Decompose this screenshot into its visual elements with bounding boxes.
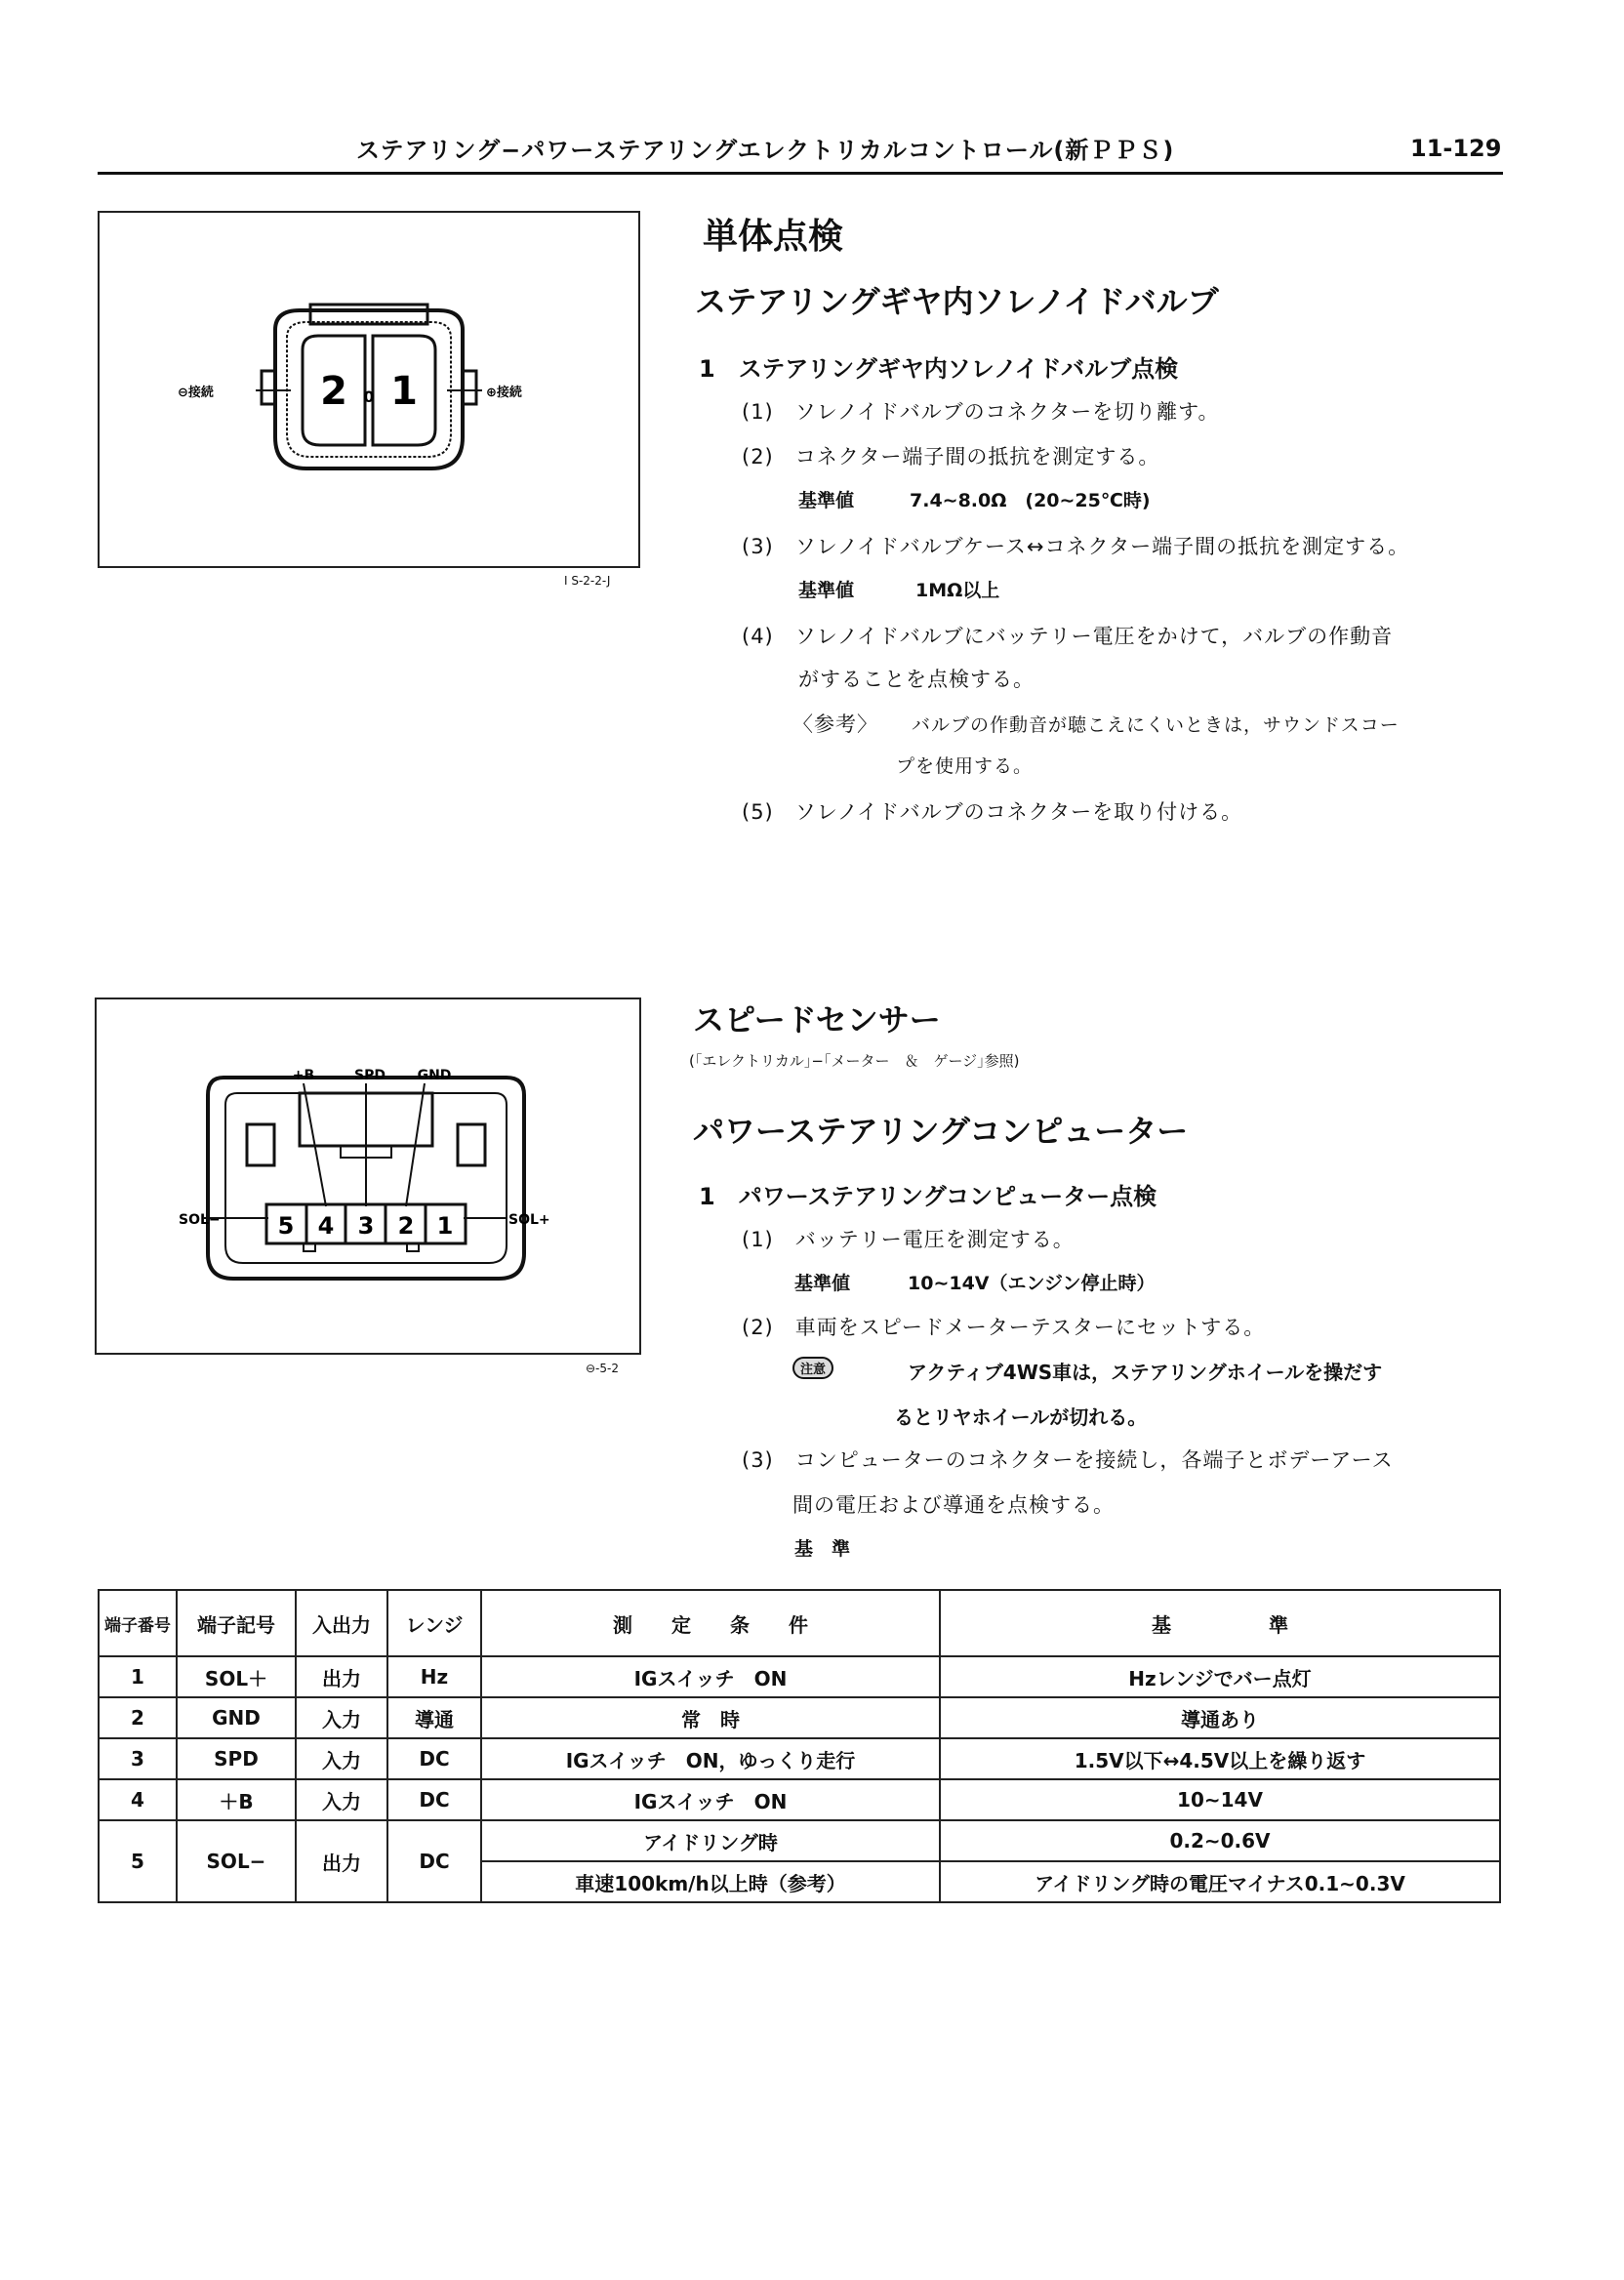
computer-item-1: (1) バッテリー電圧を測定する。 (742, 1228, 1075, 1251)
page-number: 11-129 (1410, 135, 1502, 162)
cell-io: 出力 (296, 1656, 387, 1697)
section-title-ps-computer: パワーステアリングコンピューター (693, 1113, 1189, 1150)
positive-terminal-label: ⊕接続 (486, 386, 522, 400)
terminal-check-table (98, 1589, 1501, 1903)
step-title-solenoid-check: 1 ステアリングギヤ内ソレノイドバルブ点検 (699, 355, 1179, 383)
cell-no: 1 (99, 1656, 177, 1697)
cell-range: 導通 (387, 1697, 481, 1738)
caution-badge-text: 注意 (792, 1357, 833, 1379)
pin-1-label: 1 (390, 369, 418, 414)
solenoid-item-4: (4) ソレノイドバルブにバッテリー電圧をかけて，バルブの作動音 (742, 625, 1394, 648)
figure-computer-connector (95, 998, 641, 1355)
section-title-unit-inspection: 単体点検 (703, 217, 844, 257)
table-row (99, 1697, 1500, 1738)
label-sol-plus: SOL+ (508, 1212, 550, 1228)
solenoid-item-5: (5) ソレノイドバルブのコネクターを取り付ける。 (742, 800, 1243, 824)
cell-std: アイドリング時の電圧マイナス0.1∼0.3V (940, 1861, 1500, 1902)
pin-2-label: 2 (397, 1212, 415, 1240)
cell-std: 導通あり (940, 1697, 1500, 1738)
cell-io: 入力 (296, 1779, 387, 1820)
subsection-title-solenoid: ステアリングギヤ内ソレノイドバルブ (695, 283, 1219, 320)
solenoid-connector-diagram (100, 213, 638, 566)
cell-no: 2 (99, 1697, 177, 1738)
figure-solenoid-connector (98, 211, 640, 568)
cell-sym: GND (177, 1697, 296, 1738)
cell-cond: IGスイッチ ON，ゆっくり走行 (481, 1738, 940, 1779)
reference-line-2: プを使用する。 (896, 755, 1034, 777)
reference-label: 〈参考〉 (792, 712, 878, 736)
negative-terminal-label: ⊖接続 (178, 386, 214, 400)
header-terminal-symbol: 端子記号 (177, 1590, 296, 1656)
header-condition: 測 定 条 件 (481, 1590, 940, 1656)
std-value-item2: 7.4∼8.0Ω (20∼25℃時) (910, 490, 1151, 511)
caution-badge (792, 1357, 833, 1379)
label-gnd: GND (417, 1068, 452, 1083)
std-label-item2: 基準値 (798, 490, 855, 511)
page-header-title: ステアリング−パワーステアリングエレクトリカルコントロール(新ＰＰＳ) (356, 137, 1175, 164)
cell-cond: 常 時 (481, 1697, 940, 1738)
cell-io: 入力 (296, 1738, 387, 1779)
header-standard: 基 準 (940, 1590, 1500, 1656)
step-title-computer-check: 1 パワーステアリングコンピューター点検 (699, 1183, 1157, 1210)
label-spd: SPD (354, 1068, 386, 1083)
cell-sym: SOL＋ (177, 1656, 296, 1697)
figure2-code: ⊖-5-2 (586, 1362, 619, 1375)
section-title-speed-sensor: スピードセンサー (693, 1001, 941, 1038)
figure1-code: I S-2-2-J (564, 574, 611, 588)
cell-cond: IGスイッチ ON (481, 1779, 940, 1820)
table-row (99, 1738, 1500, 1779)
table-row (99, 1656, 1500, 1697)
header-io: 入出力 (296, 1590, 387, 1656)
table-header-row (99, 1590, 1500, 1656)
cell-std: 10∼14V (940, 1779, 1500, 1820)
computer-item-3-line-1: (3) コンピューターのコネクターを接続し，各端子とボデーアース (742, 1448, 1394, 1472)
speed-sensor-reference: (｢エレクトリカル｣−｢メーター ＆ ゲージ｣参照) (689, 1052, 1020, 1070)
computer-connector-diagram (97, 999, 639, 1353)
cell-range: DC (387, 1738, 481, 1779)
std-value-item3: 1MΩ以上 (915, 580, 1000, 601)
computer-item-3-standard: 基 準 (794, 1538, 851, 1560)
std-value-computer: 10∼14V（エンジン停止時） (908, 1273, 1156, 1294)
cell-io: 出力 (296, 1820, 387, 1902)
cell-io: 入力 (296, 1697, 387, 1738)
cell-std: Hzレンジでバー点灯 (940, 1656, 1500, 1697)
std-label-item3: 基準値 (798, 580, 855, 601)
cell-cond: IGスイッチ ON (481, 1656, 940, 1697)
cell-sym: ＋B (177, 1779, 296, 1820)
table-row (99, 1779, 1500, 1820)
cell-no: 5 (99, 1820, 177, 1902)
svg-text:0: 0 (363, 387, 375, 406)
cell-range: DC (387, 1820, 481, 1902)
pin-4-label: 4 (317, 1212, 335, 1240)
pin-1-label: 1 (436, 1212, 454, 1240)
solenoid-item-4-cont: がすることを点検する。 (798, 668, 1035, 691)
computer-item-3-line-2: 間の電圧および導通を点検する。 (792, 1493, 1115, 1517)
label-sol-minus: SOL− (179, 1212, 221, 1228)
table-row (99, 1820, 1500, 1861)
caution-line-1: アクティブ4WS車は，ステアリングホイールを操だす (908, 1361, 1383, 1384)
pin-5-label: 5 (277, 1212, 295, 1240)
caution-line-2: るとリヤホイールが切れる。 (894, 1405, 1148, 1429)
header-rule (98, 172, 1503, 175)
cell-cond: アイドリング時 (481, 1820, 940, 1861)
solenoid-item-3: (3) ソレノイドバルブケース↔コネクター端子間の抵抗を測定する。 (742, 535, 1410, 558)
header-terminal-no: 端子番号 (99, 1590, 177, 1656)
solenoid-item-1: (1) ソレノイドバルブのコネクターを切り離す。 (742, 400, 1220, 424)
cell-no: 4 (99, 1779, 177, 1820)
cell-sym: SOL− (177, 1820, 296, 1902)
cell-sym: SPD (177, 1738, 296, 1779)
cell-std: 1.5V以下↔4.5V以上を繰り返す (940, 1738, 1500, 1779)
label-plus-b: +B (292, 1068, 315, 1083)
pin-3-label: 3 (357, 1212, 375, 1240)
std-label-computer: 基準値 (794, 1273, 851, 1294)
solenoid-item-2: (2) コネクター端子間の抵抗を測定する。 (742, 445, 1160, 468)
reference-line-1: バルブの作動音が聴こえにくいときは，サウンドスコー (912, 714, 1400, 736)
header-range: レンジ (387, 1590, 481, 1656)
cell-no: 3 (99, 1738, 177, 1779)
cell-range: Hz (387, 1656, 481, 1697)
cell-std: 0.2∼0.6V (940, 1820, 1500, 1861)
pin-2-label: 2 (320, 369, 347, 414)
cell-cond: 車速100km/h以上時（参考） (481, 1861, 940, 1902)
computer-item-2: (2) 車両をスピードメーターテスターにセットする。 (742, 1316, 1266, 1339)
cell-range: DC (387, 1779, 481, 1820)
